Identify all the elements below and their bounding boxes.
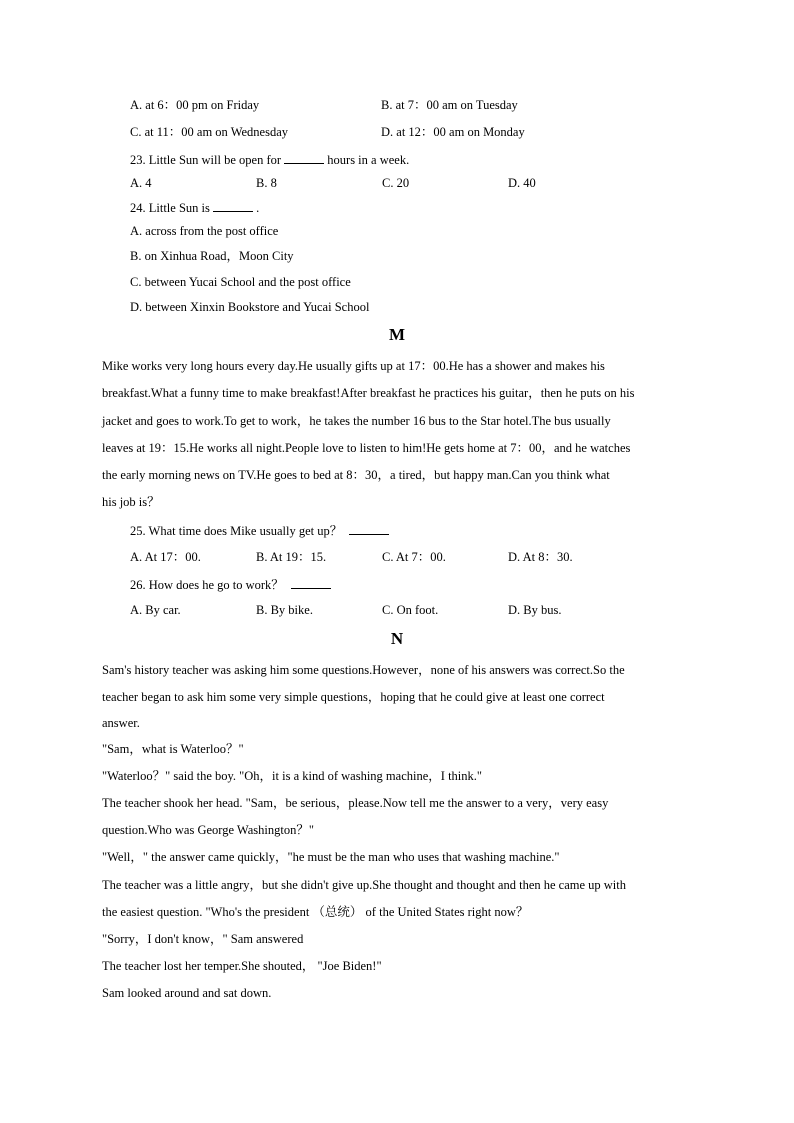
q23-option-a: A. 4 (130, 176, 152, 190)
q25-option-c: C. At 7：00. (382, 550, 446, 564)
q26-option-a: A. By car. (130, 603, 181, 617)
passage-n-line: "Waterloo？" said the boy. "Oh，it is a kind of washing machine，I think." (102, 769, 482, 783)
q26-stem (130, 577, 331, 592)
q24-option-a: A. across from the post office (130, 224, 279, 238)
passage-n-line: "Sorry，I don't know，" Sam answered (102, 932, 304, 946)
passage-n-line: The teacher shook her head. "Sam，be serious，please.Now tell me the answer to a very，very easy (102, 796, 609, 810)
q22-option-c: C. at 11：00 am on Wednesday (130, 125, 288, 139)
passage-m-line: his job is？ (102, 495, 160, 509)
q24-option-c: C. between Yucai School and the post office (130, 275, 351, 289)
passage-n-line: The teacher was a little angry，but she didn't give up.She thought and thought and then he came up with (102, 878, 626, 892)
q25-answer-blank (349, 523, 389, 535)
passage-n-line: answer. (102, 716, 140, 730)
passage-n-line: Sam's history teacher was asking him some questions.However，none of his answers was correct.So the (102, 663, 625, 677)
passage-m-line: breakfast.What a funny time to make breakfast!After breakfast he practices his guitar，then he puts on his (102, 386, 635, 400)
q22-option-a: A. at 6：00 pm on Friday (130, 98, 260, 112)
q24-stem-after: . (256, 201, 260, 215)
passage-n-line: "Well，" the answer came quickly，"he must be the man who uses that washing machine." (102, 850, 560, 864)
q25-option-b: B. At 19：15. (256, 550, 327, 564)
q23-stem-after: hours in a week. (327, 153, 410, 167)
q25-stem-text: 25. What time does Mike usually get up？ (130, 524, 343, 538)
q23-option-d: D. 40 (508, 176, 536, 190)
q22-option-b: B. at 7：00 am on Tuesday (381, 98, 518, 112)
passage-n-line: the easiest question. "Who's the president （总统） of the United States right now？ (102, 905, 529, 919)
q24-option-b: B. on Xinhua Road，Moon City (130, 249, 294, 263)
q26-option-d: D. By bus. (508, 603, 562, 617)
q23-stem-before: 23. Little Sun will be open for (130, 153, 282, 167)
passage-m-line: the early morning news on TV.He goes to bed at 8：30，a tired，but happy man.Can you think what (102, 468, 610, 482)
q26-option-b: B. By bike. (256, 603, 313, 617)
q23-answer-blank (284, 152, 324, 164)
q24-stem-before: 24. Little Sun is (130, 201, 210, 215)
passage-n-line: The teacher lost her temper.She shouted， "Joe Biden!" (102, 959, 382, 973)
q24-answer-blank (213, 200, 253, 212)
section-n-heading: N (390, 629, 404, 648)
passage-m-line: leaves at 19：15.He works all night.People love to listen to him!He gets home at 7：00，and he watches (102, 441, 631, 455)
q23-option-b: B. 8 (256, 176, 277, 190)
passage-n-line: question.Who was George Washington？" (102, 823, 314, 837)
q26-answer-blank (291, 577, 331, 589)
q23-stem (130, 152, 409, 167)
passage-n-line: Sam looked around and sat down. (102, 986, 272, 1000)
section-m-heading: M (388, 325, 406, 344)
q25-option-d: D. At 8：30. (508, 550, 573, 564)
passage-m-line: jacket and goes to work.To get to work，he takes the number 16 bus to the Star hotel.The bus usually (102, 414, 611, 428)
q22-option-d: D. at 12：00 am on Monday (381, 125, 525, 139)
q25-stem (130, 523, 389, 538)
q24-stem (130, 200, 259, 215)
q25-option-a: A. At 17：00. (130, 550, 201, 564)
q24-option-d: D. between Xinxin Bookstore and Yucai School (130, 300, 370, 314)
passage-m-line: Mike works very long hours every day.He usually gifts up at 17：00.He has a shower and makes his (102, 359, 605, 373)
q23-option-c: C. 20 (382, 176, 410, 190)
passage-n-line: teacher began to ask him some very simple questions，hoping that he could give at least one correct (102, 690, 605, 704)
passage-n-line: "Sam，what is Waterloo？" (102, 742, 244, 756)
q26-stem-text: 26. How does he go to work？ (130, 578, 284, 592)
q26-option-c: C. On foot. (382, 603, 439, 617)
